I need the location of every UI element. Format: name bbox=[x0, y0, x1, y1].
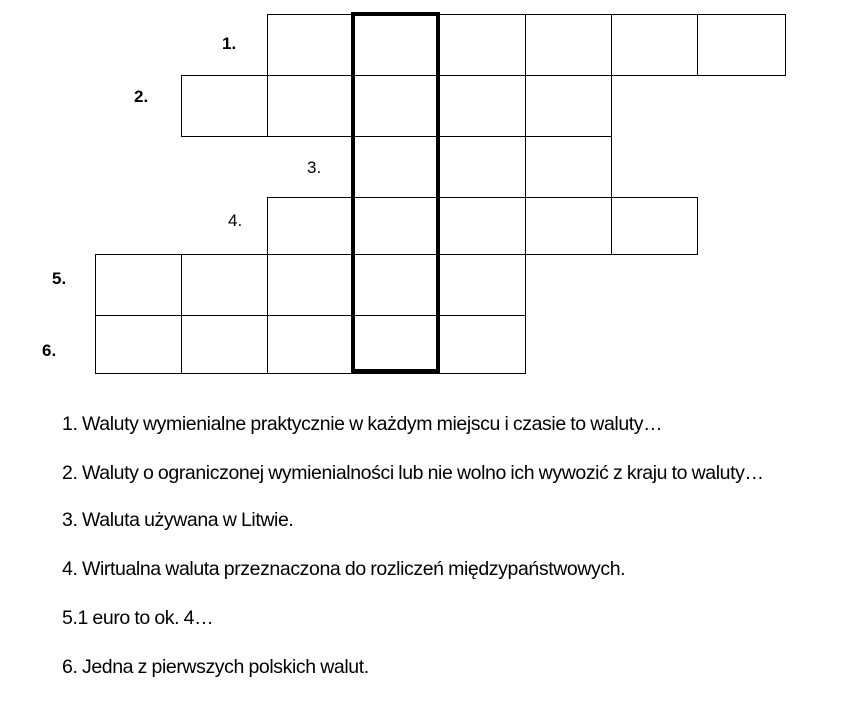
crossword-cell[interactable] bbox=[267, 197, 354, 255]
clue-list bbox=[62, 412, 842, 704]
crossword-cell[interactable] bbox=[525, 75, 612, 137]
clue-6: 6. Jedna z pierwszych polskich walut. bbox=[62, 656, 369, 678]
crossword-cell[interactable] bbox=[439, 14, 526, 76]
crossword-cell[interactable] bbox=[353, 315, 440, 374]
row-number-3: 3. bbox=[307, 158, 322, 177]
crossword-cell[interactable] bbox=[181, 75, 268, 137]
row-number-2: 2. bbox=[134, 87, 149, 106]
clue-3: 3. Waluta używana w Litwie. bbox=[62, 509, 294, 531]
crossword-cell[interactable] bbox=[353, 14, 440, 76]
crossword-cell[interactable] bbox=[267, 75, 354, 137]
crossword-cell[interactable] bbox=[267, 14, 354, 76]
crossword-cell[interactable] bbox=[525, 197, 612, 255]
crossword-cell[interactable] bbox=[353, 197, 440, 255]
crossword-cell[interactable] bbox=[439, 197, 526, 255]
crossword-cell[interactable] bbox=[353, 75, 440, 137]
crossword-cell[interactable] bbox=[611, 14, 698, 76]
crossword-cell[interactable] bbox=[525, 14, 612, 76]
clue-1: 1. Waluty wymienialne praktycznie w każdym miejscu i czasie to waluty… bbox=[62, 413, 663, 435]
row-number-5: 5. bbox=[52, 269, 67, 288]
crossword-cell[interactable] bbox=[697, 14, 786, 76]
clue-5: 5.1 euro to ok. 4… bbox=[62, 607, 214, 629]
row-number-1: 1. bbox=[222, 34, 237, 53]
crossword-cell[interactable] bbox=[525, 136, 612, 198]
clue-2: 2. Waluty o ograniczonej wymienialności lub nie wolno ich wywozić z kraju to waluty… bbox=[62, 462, 764, 484]
crossword-cell[interactable] bbox=[439, 315, 526, 374]
crossword-cell[interactable] bbox=[611, 197, 698, 255]
crossword-cell[interactable] bbox=[181, 315, 268, 374]
row-number-6: 6. bbox=[42, 341, 57, 360]
clue-4: 4. Wirtualna waluta przeznaczona do rozliczeń międzypaństwowych. bbox=[62, 558, 626, 580]
crossword-cell[interactable] bbox=[353, 254, 440, 316]
crossword-cell[interactable] bbox=[267, 254, 354, 316]
crossword-cell[interactable] bbox=[439, 254, 526, 316]
crossword-cell[interactable] bbox=[353, 136, 440, 198]
crossword-cell[interactable] bbox=[439, 75, 526, 137]
crossword-cell[interactable] bbox=[439, 136, 526, 198]
crossword-cell[interactable] bbox=[267, 315, 354, 374]
row-number-4: 4. bbox=[228, 211, 243, 230]
crossword-cell[interactable] bbox=[95, 315, 182, 374]
crossword-cell[interactable] bbox=[181, 254, 268, 316]
crossword-cell[interactable] bbox=[95, 254, 182, 316]
